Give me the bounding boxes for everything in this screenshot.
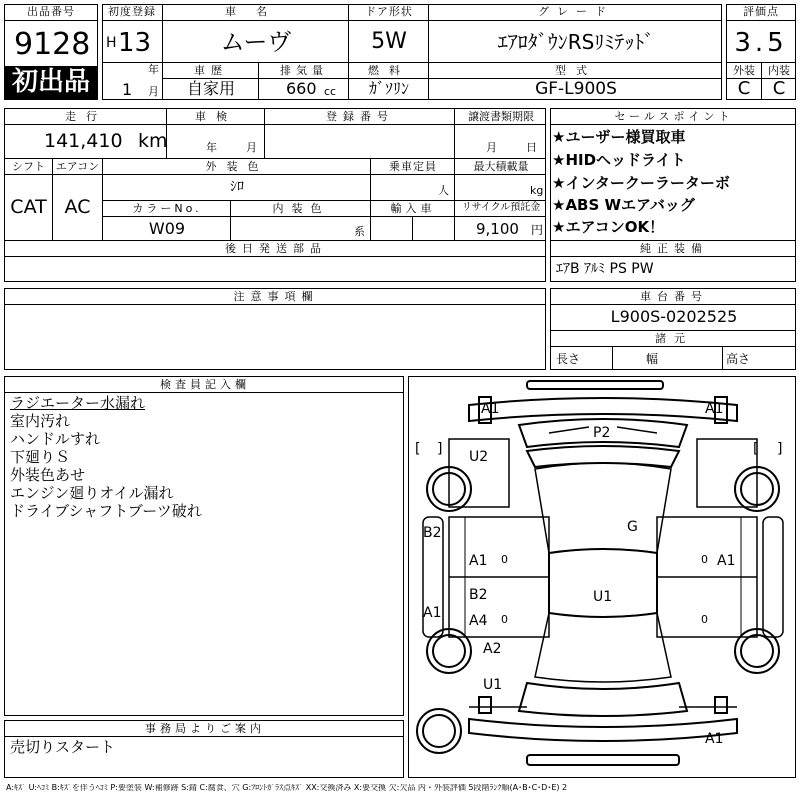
- sales-points-label: セールスポイント: [614, 110, 734, 123]
- door-label: ドア形状: [365, 5, 413, 18]
- damage-mark: A1: [469, 553, 488, 569]
- recycle-unit: 円: [531, 223, 544, 237]
- model-label: 型式: [555, 64, 597, 77]
- fuel-label: 燃料: [368, 64, 410, 77]
- inspection-year-unit: 年: [206, 141, 217, 154]
- capacity-unit: 人: [438, 184, 449, 197]
- inspector-item: ハンドルすれ: [10, 430, 101, 448]
- equipment-label: 純正装備: [640, 242, 708, 255]
- height-label: 高さ: [726, 352, 751, 366]
- history-label: 車歴: [194, 64, 228, 77]
- damage-mark: U1: [483, 677, 503, 693]
- dimensions-label: 諸元: [655, 332, 693, 345]
- damage-mark: 0: [501, 613, 508, 626]
- exterior-grade: C: [737, 78, 751, 99]
- inspector-item: 室内汚れ: [10, 412, 71, 430]
- year-unit: 年: [148, 63, 159, 76]
- interior-color-suffix: 系: [354, 225, 365, 238]
- chassis-number: L900S-0202525: [610, 307, 738, 326]
- lot-number-label: 出品番号: [27, 5, 75, 18]
- damage-mark: B2: [469, 587, 488, 603]
- fuel: ｶﾞｿﾘﾝ: [368, 79, 409, 98]
- shift-label: シフト: [12, 160, 45, 173]
- transfer-deadline-label: 譲渡書類期限: [468, 110, 534, 123]
- width-label: 幅: [646, 352, 659, 366]
- length-label: 長さ: [556, 352, 581, 366]
- damage-mark: A1: [717, 553, 736, 569]
- car-name-label: 車名: [225, 5, 287, 18]
- later-parts-label: 後日発送部品: [225, 242, 327, 255]
- damage-mark: A1: [481, 401, 500, 417]
- exterior-color: ｼﾛ: [230, 179, 244, 195]
- capacity-label: 乗車定員: [389, 160, 437, 173]
- inspection-label: 車検: [195, 110, 237, 123]
- month-unit: 月: [148, 85, 159, 98]
- legend: A:ｷｽﾞ U:ﾍｺﾐ B:ｷｽﾞを伴うﾍｺﾐ P:要塗装 W:補修跡 S:錆 C:腐食、穴 G:ﾌﾛﾝﾄｶﾞﾗｽ点ｷｽﾞ XX:交換済み X:要交換 欠:欠品 内・外装評価 5段階ﾗﾝｸ順(A･B･C･D･E) 2: [6, 784, 568, 792]
- damage-mark: G: [627, 519, 638, 535]
- damage-mark: U1: [593, 589, 613, 605]
- damage-mark: 0: [701, 613, 708, 626]
- sales-point: ★ユーザー様買取車: [552, 128, 686, 146]
- damage-diagram: [408, 376, 796, 778]
- max-load-unit: kg: [530, 184, 544, 197]
- history: 自家用: [186, 79, 235, 98]
- registration-number-label: 登録番号: [326, 110, 394, 123]
- displacement-label: 排気量: [280, 64, 328, 77]
- inspection-month-unit: 月: [246, 141, 257, 154]
- chassis-label: 車台番号: [640, 290, 708, 303]
- import-label: 輸入車: [390, 202, 436, 215]
- mileage: 141,410: [44, 130, 123, 152]
- office-text: 売切りスタート: [10, 738, 116, 756]
- notes-label: 注意事項欄: [233, 290, 319, 303]
- color-number: W09: [148, 219, 186, 238]
- shift: CAT: [10, 196, 47, 218]
- damage-mark: A1: [705, 731, 724, 747]
- mileage-unit: km: [138, 130, 168, 152]
- displacement-unit: cc: [324, 85, 337, 98]
- color-number-label: カラーNo.: [132, 202, 202, 215]
- damage-mark: U2: [469, 449, 489, 465]
- recycle-label: リサイクル預託金: [461, 202, 541, 213]
- damage-mark: A2: [483, 641, 502, 657]
- sales-point: ★エアコンOK！: [552, 218, 665, 236]
- mileage-label: 走行: [65, 110, 107, 123]
- damage-mark: A1: [423, 605, 442, 621]
- interior-label: 内装: [768, 64, 790, 77]
- interior-color-label: 内装色: [272, 202, 330, 215]
- damage-mark: A1: [705, 401, 724, 417]
- sales-point: ★HIDヘッドライト: [552, 151, 686, 169]
- model-code: GF-L900S: [535, 79, 617, 99]
- first-listing-badge: 初出品: [5, 66, 97, 99]
- first-reg-label: 初度登録: [108, 5, 156, 18]
- damage-mark: 0: [701, 553, 708, 566]
- first-reg-month: 1: [122, 80, 133, 99]
- exterior-color-label: 外装色: [205, 160, 269, 173]
- inspector-item: エンジン廻りオイル漏れ: [10, 484, 174, 502]
- interior-grade: C: [772, 78, 786, 99]
- inspector-item: ドライブシャフトブーツ破れ: [10, 502, 202, 520]
- bracket: ]: [437, 441, 443, 457]
- exterior-label: 外装: [733, 64, 755, 77]
- transfer-month-unit: 月: [486, 141, 497, 154]
- score: 3.5: [734, 28, 788, 58]
- door-type: 5W: [371, 29, 407, 54]
- bracket: ]: [777, 441, 783, 457]
- bracket: [: [753, 441, 759, 457]
- sales-point: ★インタークーラーターボ: [552, 174, 730, 192]
- damage-mark: P2: [593, 425, 611, 441]
- inspector-item: ラジエーター水漏れ: [10, 394, 146, 412]
- grade: ｴｱﾛﾀﾞｳﾝRSﾘﾐﾃｯﾄﾞ: [497, 30, 655, 54]
- bracket: [: [415, 441, 421, 457]
- damage-mark: A4: [469, 613, 488, 629]
- car-name: ムーヴ: [220, 28, 292, 56]
- aircon: AC: [64, 196, 91, 218]
- sales-point: ★ABS Wエアバッグ: [552, 196, 695, 214]
- equipment: ｴｱB ｱﾙﾐ PS PW: [556, 261, 654, 277]
- lot-number: 9128: [14, 27, 91, 62]
- grade-label: グレード: [538, 5, 614, 18]
- era: H: [106, 35, 117, 51]
- aircon-label: エアコン: [55, 160, 100, 173]
- max-load-label: 最大積載量: [473, 160, 529, 173]
- damage-mark: B2: [423, 525, 442, 541]
- first-reg-year: 13: [118, 28, 152, 58]
- transfer-day-unit: 日: [526, 141, 537, 154]
- office-label: 事務局よりご案内: [145, 722, 265, 735]
- displacement: 660: [286, 79, 317, 98]
- inspector-label: 検査員記入欄: [160, 378, 250, 391]
- damage-mark: 0: [501, 553, 508, 566]
- recycle-fee: 9,100: [476, 220, 519, 238]
- inspector-item: 外装色あせ: [10, 466, 86, 484]
- score-label: 評価点: [743, 5, 779, 18]
- inspector-item: 下廻りＳ: [10, 448, 71, 466]
